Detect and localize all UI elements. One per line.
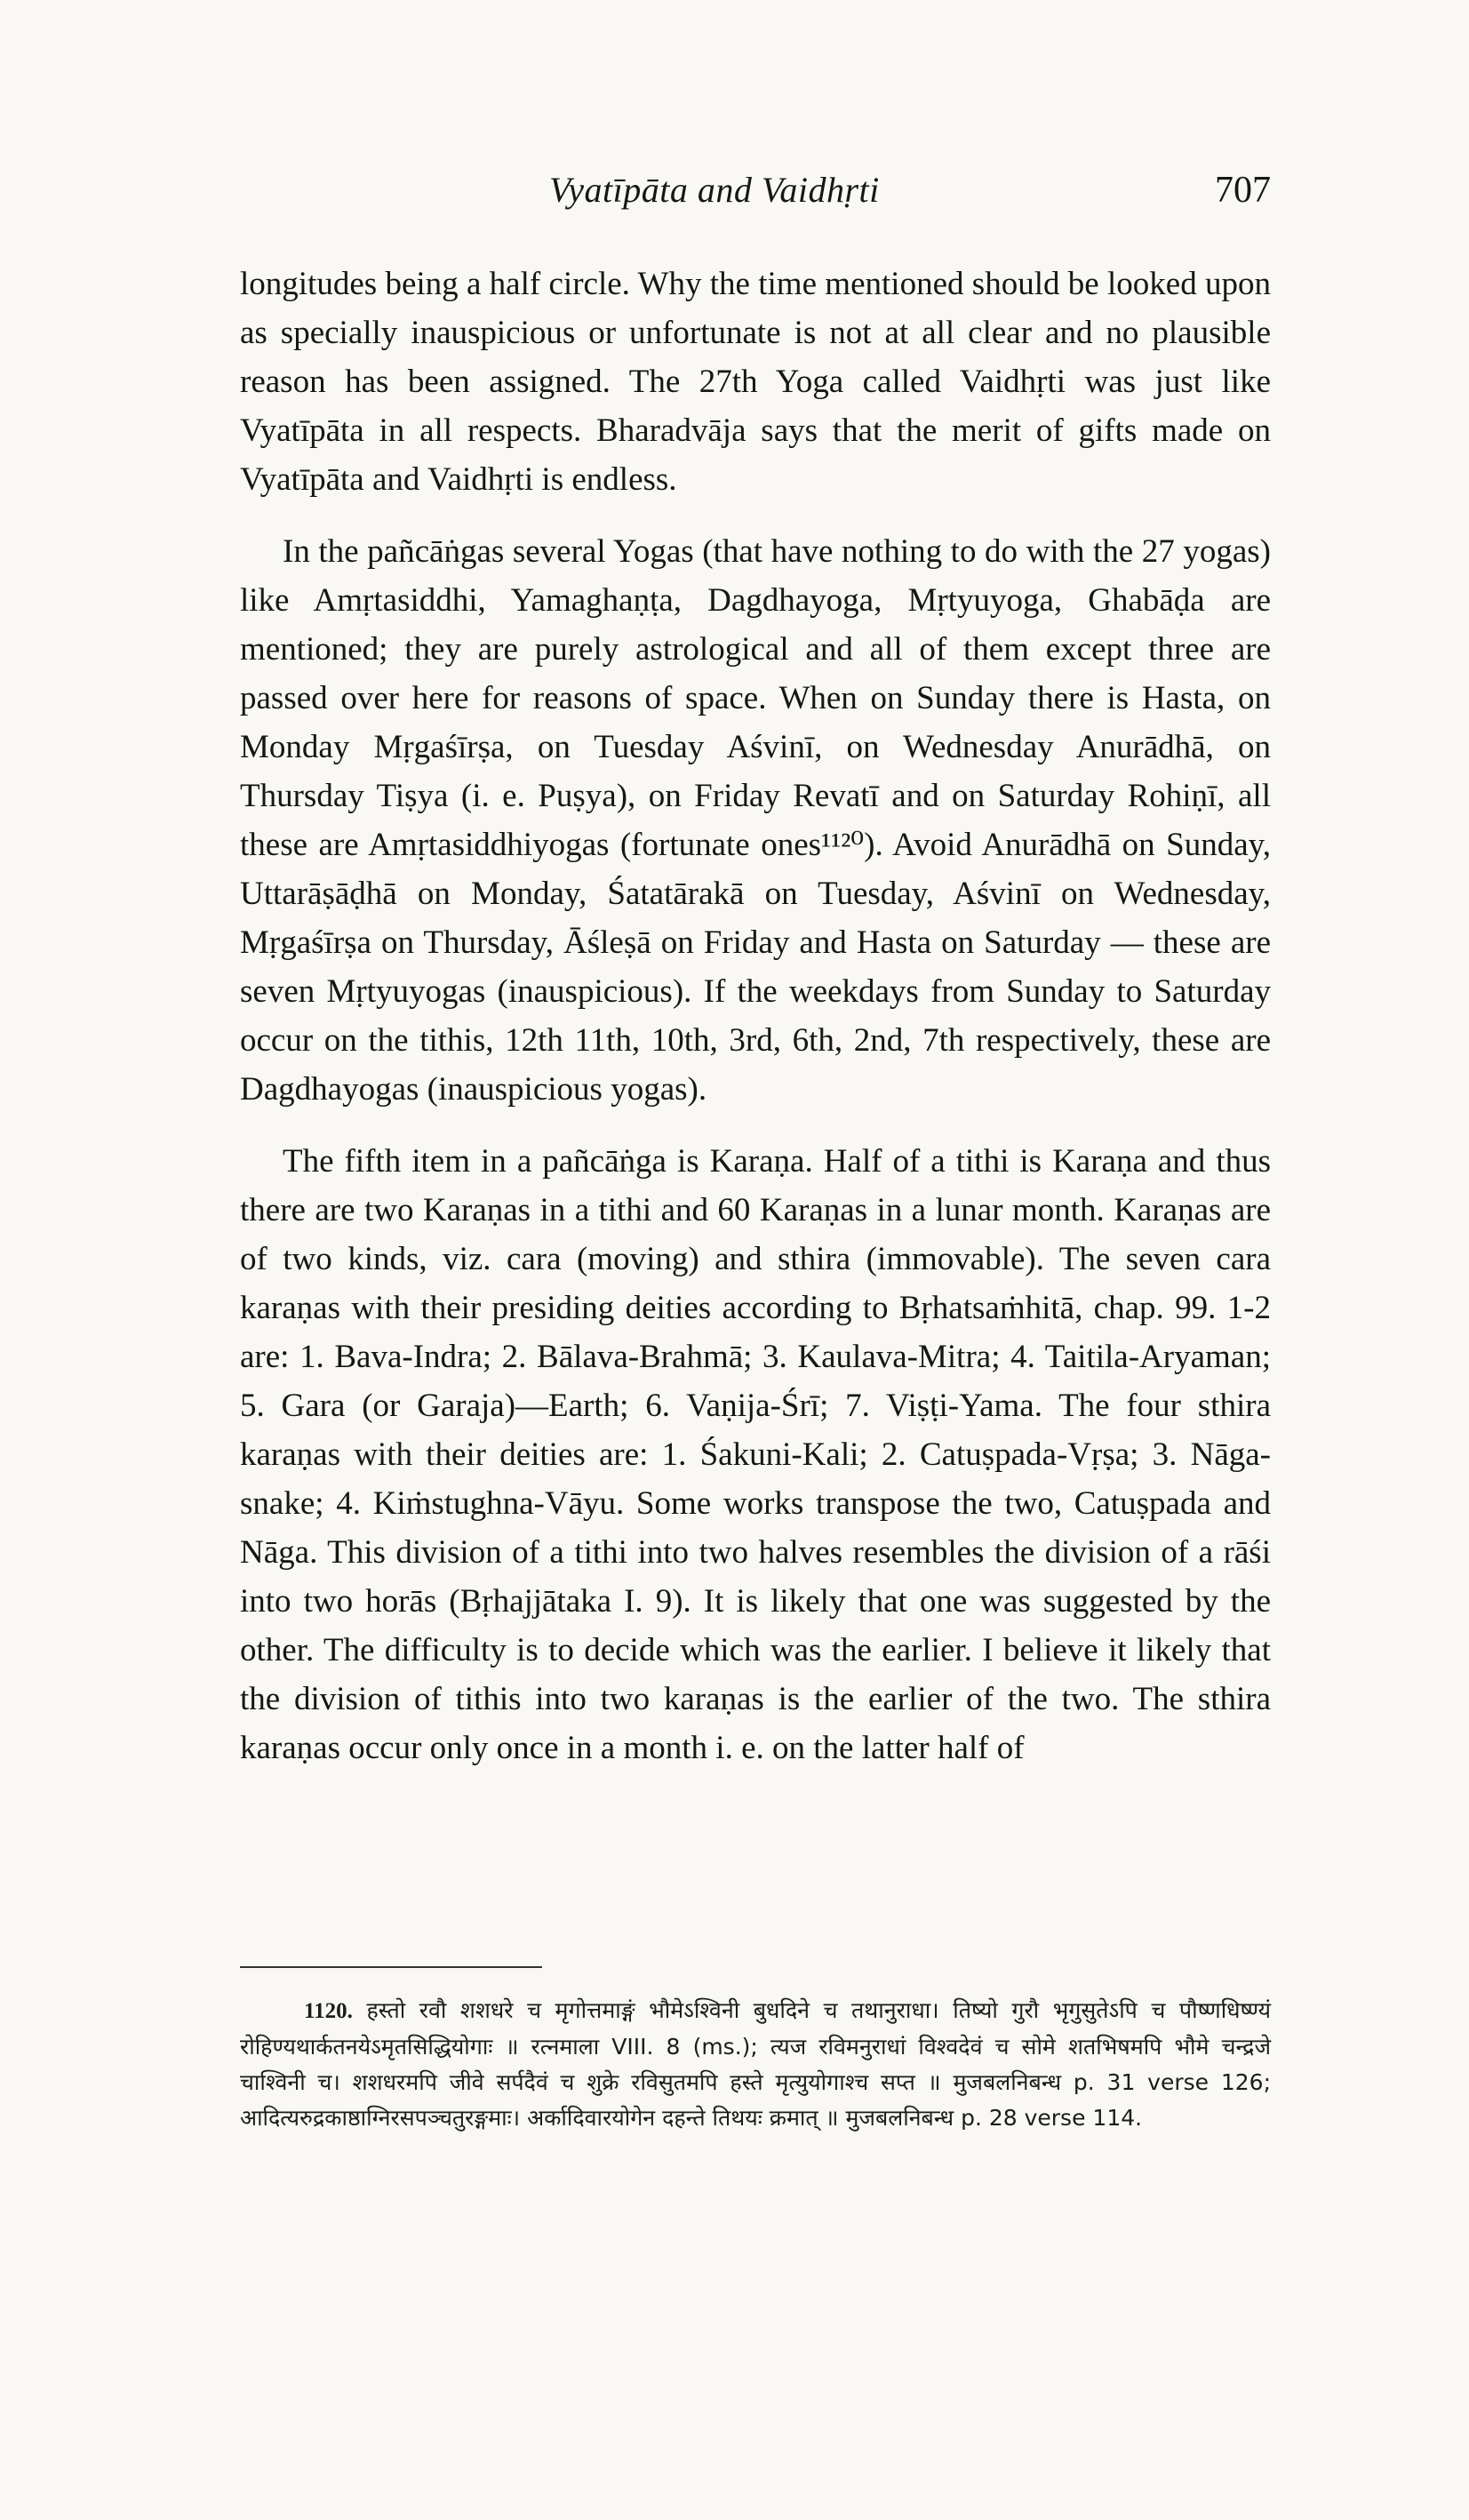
footnote-text: हस्तो रवौ शशधरे च मृगोत्तमाङ्गं भौमेऽश्विनी बुधदिने च तथानुराधा। तिष्यो गुरौ भृगुसुतेऽपि च पौष्णधिष्ण्यं रोहिण्यथार्कतनयेऽमृतसिद्धियोगाः ॥ रत्नमाला VIII. 8 (ms.); त्यज रविमनुराधां विश्वदेवं च सोमे शतभिषमपि भौमे चन्द्रजे चाश्विनी च। शशधरमपि जीवे सर्पदैवं च शुक्रे रविसुतमपि हस्ते मृत्युयोगाश्च सप्त ॥ मुजबलनिबन्ध p. 31 verse 126; आदित्यरुद्रकाष्ठाग्निरसपञ्चतुरङ्गमाः। अर्कादिवारयोगेन दहन्ते तिथयः क्रमात् ॥ मुजबलनिबन्ध p. 28 verse 114. bbox=[240, 1997, 1271, 2131]
body-text bbox=[240, 260, 1271, 1772]
footnote bbox=[240, 1993, 1271, 2136]
paragraph-yogas: In the pañcāṅgas several Yogas (that have nothing to do with the 27 yogas) like Amṛtasiddhi, Yamaghaṇṭa, Dagdhayoga, Mṛtyuyoga, Ghabāḍa are mentioned; they are purely astrological and all of them except three are passed over here for reasons of space. When on Sunday there is Hasta, on Monday Mṛgaśīrṣa, on Tuesday Aśvinī, on Wednesday Anurādhā, on Thursday Tiṣya (i. e. Puṣya), on Friday Revatī and on Saturday Rohiṇī, all these are Amṛtasiddhiyogas (fortunate ones¹¹²⁰). Avoid Anurādhā on Sunday, Uttarāṣāḍhā on Monday, Śatatārakā on Tuesday, Aśvinī on Wednesday, Mṛgaśīrṣa on Thursday, Āśleṣā on Friday and Hasta on Saturday — these are seven Mṛtyuyogas (inauspicious). If the weekdays from Sunday to Saturday occur on the tithis, 12th 11th, 10th, 3rd, 6th, 2nd, 7th respectively, these are Dagdhayogas (inauspicious yogas). bbox=[240, 533, 1271, 1108]
footnote-divider bbox=[240, 1966, 542, 1968]
page-number: 707 bbox=[1215, 170, 1271, 211]
paragraph-karana: The fifth item in a pañcāṅga is Karaṇa. Half of a tithi is Karaṇa and thus there are two Karaṇas in a tithi and 60 Karaṇas in a lunar month. Karaṇas are of two kinds, viz. cara (moving) and sthira (immovable). The seven cara karaṇas with their presiding deities according to Bṛhatsaṁhitā, chap. 99. 1-2 are: 1. Bava-Indra; 2. Bālava-Brahmā; 3. Kaulava-Mitra; 4. Taitila-Aryaman; 5. Gara (or Garaja)—Earth; 6. Vaṇija-Śrī; 7. Viṣṭi-Yama. The four sthira karaṇas with their deities are: 1. Śakuni-Kali; 2. Catuṣpada-Vṛṣa; 3. Nāga-snake; 4. Kiṁstughna-Vāyu. Some works transpose the two, Catuṣpada and Nāga. This division of a tithi into two halves resembles the division of a rāśi into two horās (Bṛhajjātaka I. 9). It is likely that one was suggested by the other. The difficulty is to decide which was the earlier. I believe it likely that the division of tithis into two karaṇas is the earlier of the two. The sthira karaṇas occur only once in a month i. e. on the latter half of bbox=[240, 1143, 1271, 1766]
paragraph-continuation: longitudes being a half circle. Why the time mentioned should be looked upon as specially inauspicious or unfortunate is not at all clear and no plausible reason has been assigned. The 27th Yoga called Vaidhṛti was just like Vyatīpāta in all respects. Bharadvāja says that the merit of gifts made on Vyatīpāta and Vaidhṛti is endless. bbox=[240, 266, 1271, 498]
running-title: Vyatīpāta and Vaidhṛti bbox=[549, 170, 880, 210]
page-header bbox=[240, 169, 1271, 222]
footnote-number: 1120. bbox=[304, 1999, 353, 2023]
